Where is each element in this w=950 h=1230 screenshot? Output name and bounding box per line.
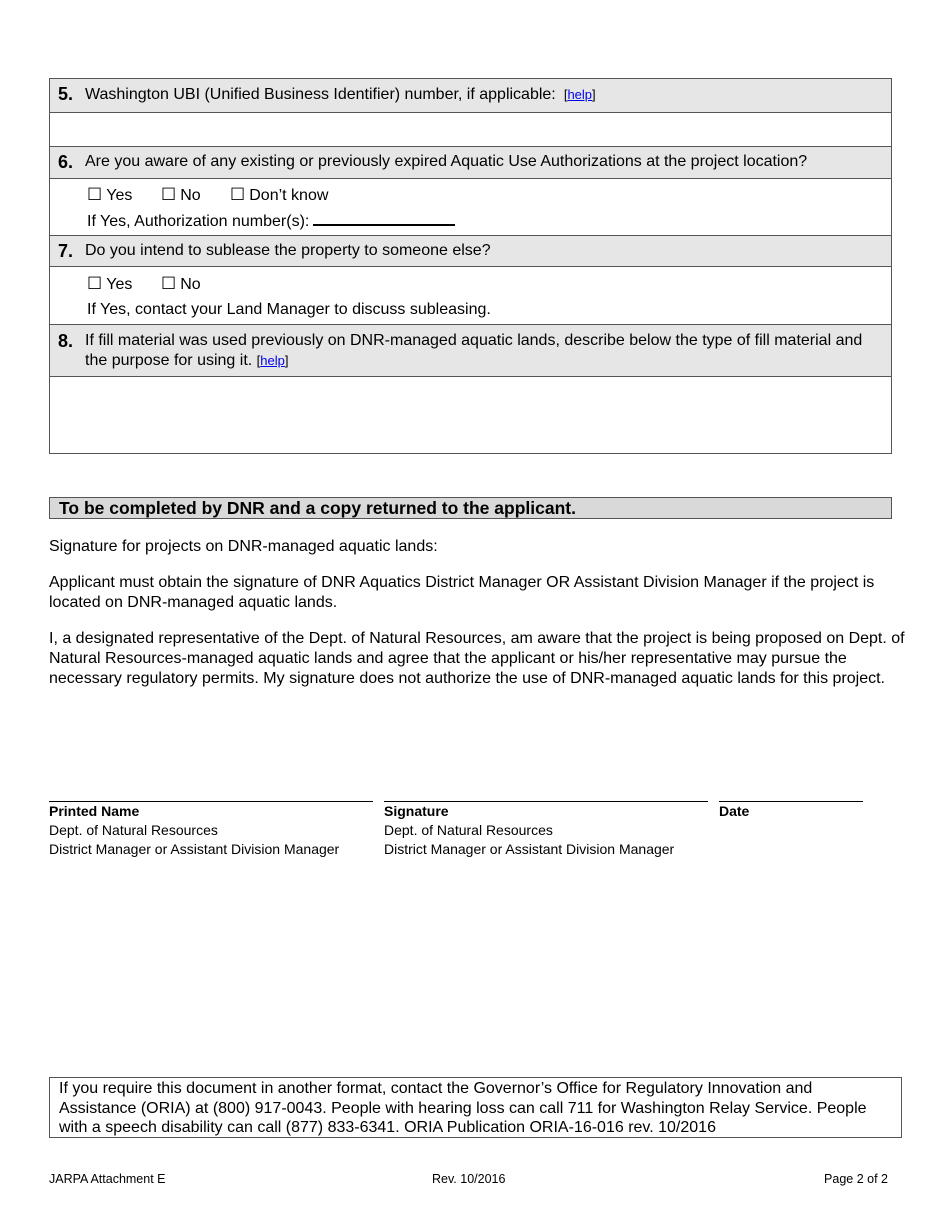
q8-row [50, 325, 891, 377]
q8-answer-field[interactable] [50, 377, 891, 453]
signature-label: Signature [384, 803, 449, 819]
q7-option-yes[interactable]: ☐ Yes [87, 274, 133, 293]
q6-option-dont-know[interactable]: ☐ Don’t know [230, 185, 329, 204]
accessibility-notice: If you require this document in another format, contact the Governor’s Office for Regulatory Innovation and Assistance (ORIA) at (800) 917-0043. People with hearing loss can call 711 for Washington Relay Service. People with a speech disability can call (877) 833-6341. ORIA Publication ORIA-16-016 rev. 10/2016 [49, 1077, 902, 1138]
signature-intro: Signature for projects on DNR-managed aquatic lands: [49, 538, 438, 555]
q7-option-no[interactable]: ☐ No [161, 274, 201, 293]
q5-text: Washington UBI (Unified Business Identifier) number, if applicable: [help] [85, 86, 596, 103]
footer-revision: Rev. 10/2016 [432, 1172, 506, 1186]
checkbox-icon[interactable]: ☐ [87, 185, 103, 204]
q6-body [50, 179, 891, 236]
q5-help-link[interactable]: help [567, 87, 593, 102]
printed-name-block: Printed Name Dept. of Natural Resources District Manager or Assistant Division Manager [49, 803, 340, 857]
q6-number: 6. [58, 152, 74, 172]
dnr-section-heading: To be completed by DNR and a copy returned to the applicant. [49, 497, 892, 519]
date-label: Date [719, 803, 750, 819]
q5-help: [help] [563, 87, 596, 102]
checkbox-icon[interactable]: ☐ [161, 274, 177, 293]
q8-text: If fill material was used previously on DNR-managed aquatic lands, describe below the type of fill material and the purpose for using it. [help] [85, 332, 863, 369]
q5-answer-field[interactable] [50, 113, 891, 147]
authorization-number-field[interactable] [313, 210, 455, 226]
q7-text: Do you intend to sublease the property to someone else? [85, 242, 491, 259]
q8-help-link[interactable]: help [260, 353, 285, 368]
printed-name-label: Printed Name [49, 803, 140, 819]
q8-number: 8. [58, 331, 74, 351]
q6-option-no[interactable]: ☐ No [161, 185, 201, 204]
q7-number: 7. [58, 241, 74, 261]
checkbox-icon[interactable]: ☐ [161, 185, 177, 204]
signature-requirement: Applicant must obtain the signature of DNR Aquatics District Manager OR Assistant Division Manager if the project is located on DNR-managed aquatic lands. [49, 574, 875, 611]
q6-followup: If Yes, Authorization number(s): [87, 210, 455, 231]
signature-block: Signature Dept. of Natural Resources District Manager or Assistant Division Manager [384, 803, 675, 857]
checkbox-icon[interactable]: ☐ [87, 274, 103, 293]
q5-number: 5. [58, 84, 74, 104]
date-block [719, 802, 749, 821]
q6-option-yes[interactable]: ☐ Yes [87, 185, 133, 204]
q6-text: Are you aware of any existing or previously expired Aquatic Use Authorizations at the project location? [85, 153, 808, 170]
footer-form-name: JARPA Attachment E [49, 1172, 166, 1186]
footer-page-number: Page 2 of 2 [824, 1172, 888, 1186]
checkbox-icon[interactable]: ☐ [230, 185, 246, 204]
dnr-attestation: I, a designated representative of the Dept. of Natural Resources, am aware that the project is being proposed on Dept. of Natural Resources-managed aquatic lands and agree that the applicant or his/her representative may pursue the necessary regulatory permits. My signature does not authorize the use of DNR-managed aquatic lands for this project. [49, 630, 905, 687]
q5-row [50, 79, 891, 113]
q8-help: [help] [256, 353, 289, 368]
questions-table [49, 78, 892, 454]
q7-body [50, 267, 891, 325]
q6-row [50, 147, 891, 179]
q7-followup: If Yes, contact your Land Manager to discuss subleasing. [87, 301, 491, 318]
q7-row [50, 236, 891, 267]
